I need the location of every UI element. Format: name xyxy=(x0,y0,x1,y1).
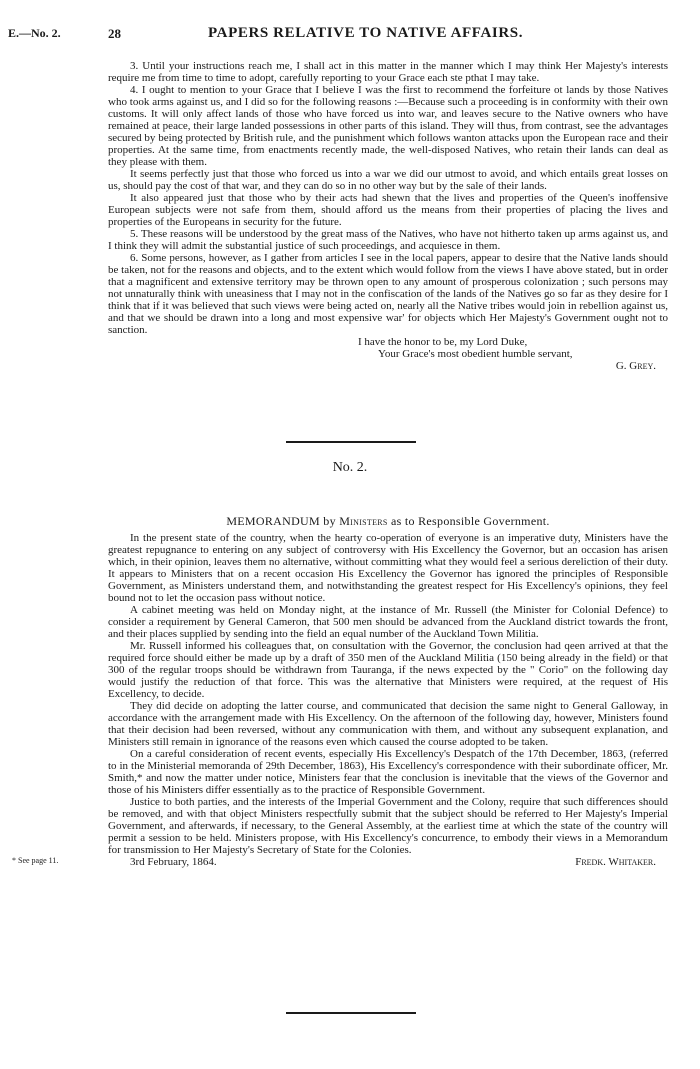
letter-paragraph: 6. Some persons, however, as I gather from articles I see in the local papers, appear to desire that the Native lands should be taken, not for the reasons and objects, and to the extent which would follow from the views I have above stated, but in order that a magnificent and extensive territory may be thrown open to any amount of prosperous colonization ; such persons may not unnaturally think with uneasiness that I may not in the confiscation of the lands of the Natives go so far as they desire for I think that if it was believed that such views were being acted on, nearly all the Native tribes would join in rebellion against us, and that we should be drawn into a long and most expensive war' for objects which Her Majesty's Government ought not to sanction. xyxy=(108,252,668,336)
memo-paragraph: Justice to both parties, and the interests of the Imperial Government and the Colony, require that such differences should be removed, and with that object Ministers respectfully submit that the subject should be referred to Her Majesty's Imperial Government, and afterwards, if necessary, to the General Assembly, at the earliest time at which the state of the country will permit a session to be held. Ministers propose, with His Excellency's concurrence, to embody their views in a Memorandum for transmission to Her Majesty's Secretary of State for the Colonies. xyxy=(108,796,668,856)
memo-signature: Fredk. Whitaker. xyxy=(575,856,656,868)
section-divider xyxy=(286,441,416,443)
memo-dateline xyxy=(108,856,668,868)
memo-paragraph: In the present state of the country, when the hearty co-operation of everyone is an imperative duty, Ministers have the greatest repugnance to entering on any subject of controversy with His Excellency the Governor, but an occasion has arisen which, in their opinion, leaves them no alternative, without committing what they would feel a serious dereliction of their duty. It appears to Ministers that on a recent occasion His Excellency the Governor has ignored the principles of Responsible Government, as Ministers understand them, and notwithstanding the greatest respect for His Excellency's opinions, they feel bound not to let the occasion pass without notice. xyxy=(108,532,668,604)
memo-date: 3rd February, 1864. xyxy=(130,856,217,868)
letter-paragraph: 3. Until your instructions reach me, I shall act in this matter in the manner which I may think Her Majesty's interests require me from time to time to adopt, carefully reporting to your Grace each ste pthat I may take. xyxy=(108,60,668,84)
memo-paragraph: They did decide on adopting the latter course, and communicated that decision the same night to General Galloway, in accordance with the arrangement made with His Excellency. On the afternoon of the following day, however, Ministers found that their decision had been reversed, without any communication with them, and without any subsequent explanation, and Ministers still remain in ignorance of the reasons even which caused the course adopted to be taken. xyxy=(108,700,668,748)
page-title: PAPERS RELATIVE TO NATIVE AFFAIRS. xyxy=(208,25,524,41)
page-header xyxy=(8,26,692,46)
memo-paragraph: A cabinet meeting was held on Monday night, at the instance of Mr. Russell (the Minister for Colonial Defence) to consider a requirement by General Cameron, that 500 men should be advanced from the Auckland district towards the front, and their places supplied by sending into the field an equal number of the Auckland Town Militia. xyxy=(108,604,668,640)
end-rule xyxy=(286,1012,416,1014)
memo-number: No. 2. xyxy=(332,460,368,475)
memo-title-ministers: Ministers xyxy=(339,514,388,528)
series-label: E.—No. 2. xyxy=(8,26,61,40)
memo-paragraph: On a careful consideration of recent events, especially His Excellency's Despatch of the 17th December, 1863, (referred to in the Ministerial memoranda of 29th December, 1863), His Excellency's correspondence with their subordinate officer, Mr. Smith,* and now the matter under notice, Ministers fear that the conclusion is inevitable that the views of the Governor and those of his Ministers differ essentially as to the practice of Responsible Government. xyxy=(108,748,668,796)
closing-line-2: Your Grace's most obedient humble servant, xyxy=(378,348,573,360)
memo-title xyxy=(108,514,668,529)
letter-paragraph: 5. These reasons will be understood by the great mass of the Natives, who have not hitherto taken up arms against us, and I think they will admit the substantial justice of such proceedings, and acquiesce in them. xyxy=(108,228,668,252)
memo-title-prefix: MEMORANDUM by xyxy=(226,514,336,528)
memo-body xyxy=(108,532,668,868)
margin-footnote: * See page 11. xyxy=(12,856,59,865)
page-number: 28 xyxy=(108,26,121,41)
letter-paragraph: It also appeared just that those who by their acts had shewn that the lives and properties of the Queen's inoffensive European subjects were not safe from them, should afford us the means from their properties of placing the lives and properties of the Europeans in security for the future. xyxy=(108,192,668,228)
letter-closing xyxy=(108,336,668,372)
letter-signature: G. Grey. xyxy=(615,360,656,372)
closing-line-1: I have the honor to be, my Lord Duke, xyxy=(358,336,528,348)
memo-paragraph: Mr. Russell informed his colleagues that, on consultation with the Governor, the conclusion had qeen arrived at that the required force should either be made up by a draft of 350 men of the Auckland Militia (150 being already in the field) or that 300 of the regular troops should be withdrawn from Tauranga, if the news expected by the " Corio" on the following day would justify the reduction of that force. This was the alternative that Ministers were required, at the request of His Excellency, to decide. xyxy=(108,640,668,700)
memo-title-suffix: as to Responsible Government. xyxy=(391,514,550,528)
letter-paragraph: 4. I ought to mention to your Grace that I believe I was the first to recommend the forfeiture ot lands by those Natives who took arms against us, and I did so for the following reasons :—Because such a proceeding is in conformity with their own customs. It will only affect lands of those who have forced us into war, and leaves secure to the Native owners who have remained at peace, their large landed possessions in other parts of this island. They will thus, from contrast, see the advantages secured by being protected by British rule, and the punishment which follows wanton attacks upon the European race and their properties. At the same time, from enactments recently made, the well-disposed Natives, who retain their lands can deal as they please with them. xyxy=(108,84,668,168)
letter-body xyxy=(108,60,668,372)
letter-paragraph: It seems perfectly just that those who forced us into a war we did our utmost to avoid, and which entails great losses on us, should pay the cost of that war, and they can do so in no other way but by the sale of their lands. xyxy=(108,168,668,192)
